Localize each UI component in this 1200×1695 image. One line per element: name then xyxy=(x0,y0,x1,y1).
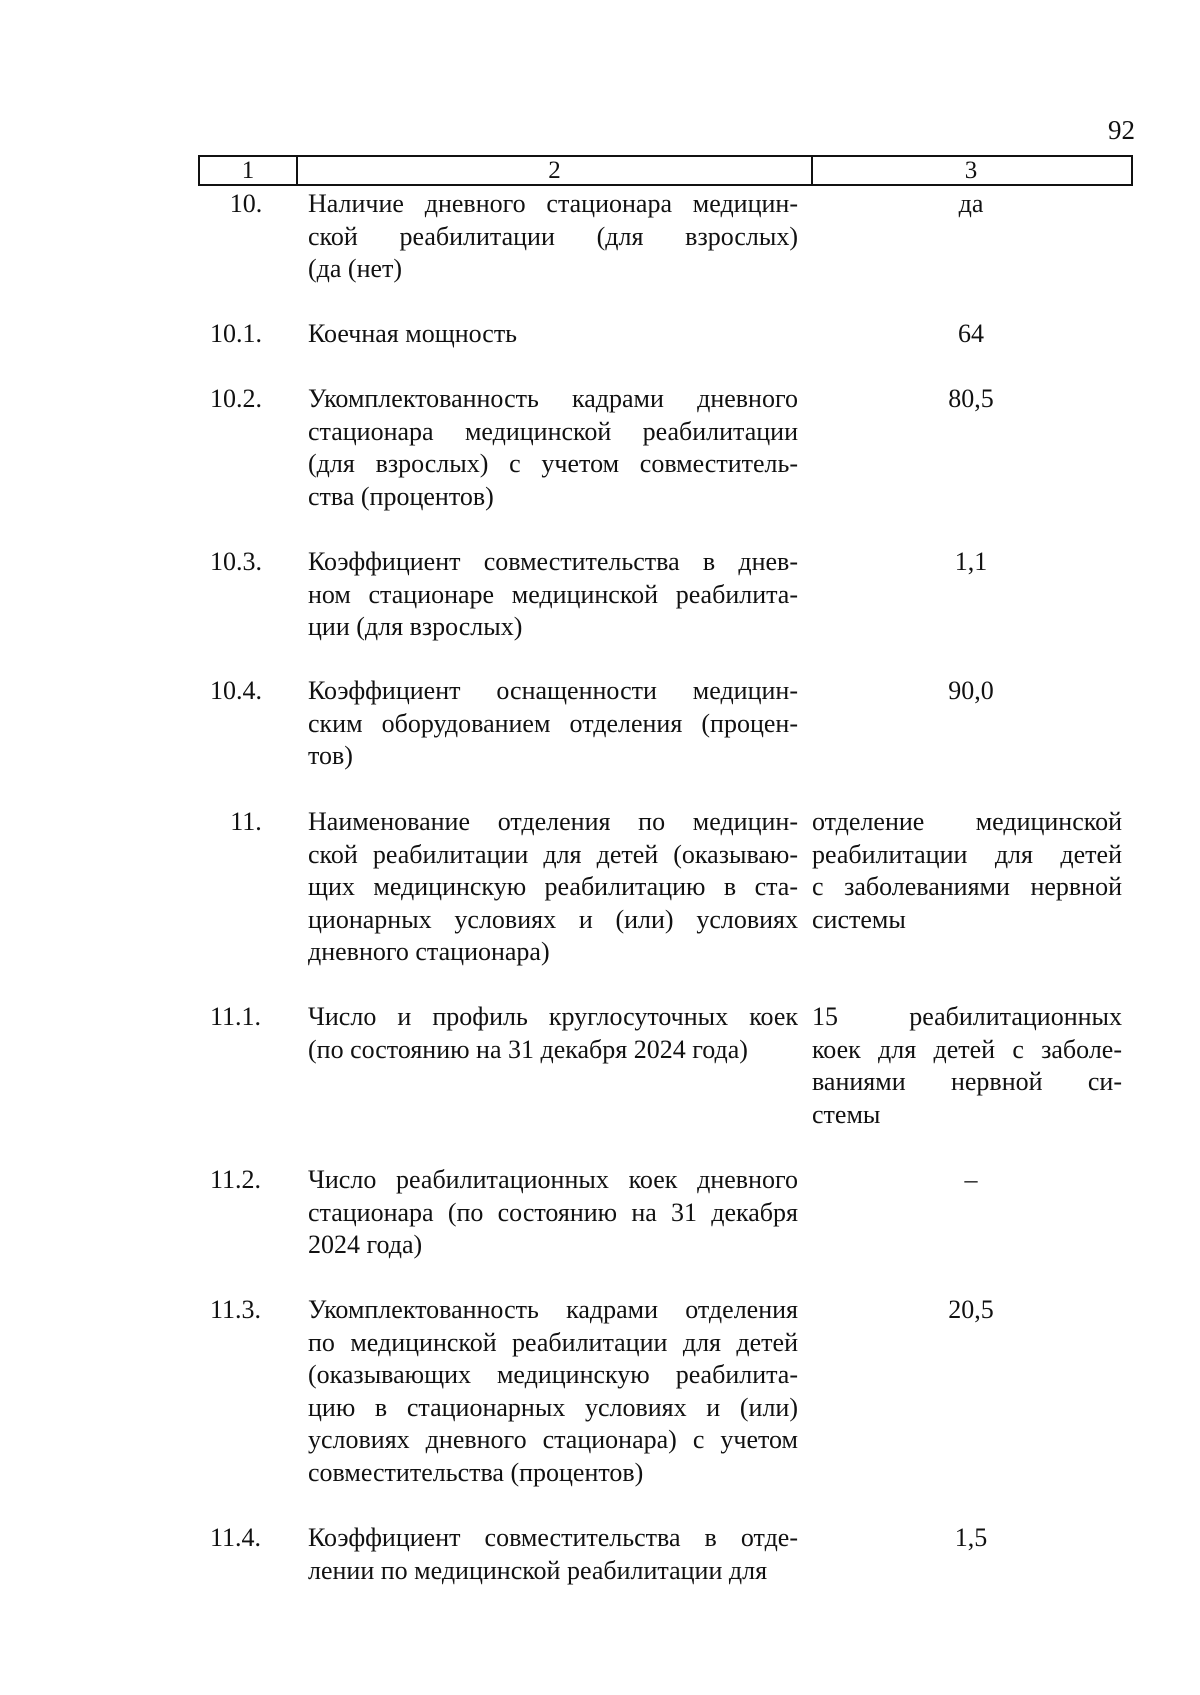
description-line: Коечная мощность xyxy=(308,319,518,348)
row-description xyxy=(308,806,798,969)
description-line: ции (для взрослых) xyxy=(308,612,523,641)
row-description xyxy=(308,1001,798,1066)
value-line: 1,1 xyxy=(954,547,988,576)
description-line: Укомплектованность кадрами отделения xyxy=(308,1295,798,1324)
row-number: 10.2. xyxy=(210,384,262,413)
description-line: ской реабилитации для детей (оказываю- xyxy=(308,839,798,869)
description-line: по медицинской реабилитации для детей xyxy=(308,1327,798,1357)
description-line: Коэффициент совместительства в днев- xyxy=(308,547,798,576)
description-line: щих медицинскую реабилитацию в ста- xyxy=(308,872,798,901)
row-value xyxy=(812,383,1130,416)
value-line: отделение медицинской xyxy=(812,807,1122,836)
row-number: 11.2. xyxy=(210,1165,262,1194)
row-number: 11. xyxy=(230,807,262,836)
row-value xyxy=(812,188,1130,221)
value-line: 64 xyxy=(958,319,984,348)
row-description xyxy=(308,383,798,513)
row-number: 10.3. xyxy=(210,547,262,576)
row-number: 10.4. xyxy=(210,676,262,705)
description-line: Укомплектованность кадрами дневного xyxy=(308,384,798,413)
value-line: ваниями нервной си- xyxy=(812,1067,1122,1096)
row-value xyxy=(812,1522,1130,1555)
row-value xyxy=(812,1001,1122,1131)
description-line: (да (нет) xyxy=(308,254,403,283)
row-description xyxy=(308,188,798,286)
row-value xyxy=(812,318,1130,351)
description-line: ским оборудованием отделения (процен- xyxy=(308,708,798,738)
value-line: 15 реабилитационных xyxy=(812,1002,1122,1031)
description-line: ном стационаре медицинской реабилита- xyxy=(308,579,798,609)
description-line: стационара медицинской реабилитации xyxy=(308,416,798,446)
description-line: ской реабилитации (для взрослых) xyxy=(308,221,798,251)
description-line: Наличие дневного стационара медицин- xyxy=(308,189,798,218)
row-value xyxy=(812,1164,1130,1197)
description-line: (по состоянию на 31 декабря 2024 года) xyxy=(308,1034,748,1064)
row-value xyxy=(812,675,1130,708)
description-line: дневного стационара) xyxy=(308,937,550,966)
row-number: 10. xyxy=(229,189,263,218)
row-number: 11.3. xyxy=(210,1295,262,1324)
row-description xyxy=(308,546,798,644)
description-line: совместительства (процентов) xyxy=(308,1457,644,1487)
value-line: коек для детей с заболе- xyxy=(812,1034,1122,1064)
header-col-3: 3 xyxy=(964,157,978,184)
description-line: условиях дневного стационара) с учетом xyxy=(308,1425,798,1454)
description-line: Наименование отделения по медицин- xyxy=(308,807,798,836)
description-line: лении по медицинской реабилитации для xyxy=(308,1555,768,1585)
row-description xyxy=(308,1294,798,1489)
value-line: 20,5 xyxy=(948,1295,994,1324)
description-line: тов) xyxy=(308,741,353,770)
row-number: 11.4. xyxy=(210,1523,262,1552)
value-line: 1,5 xyxy=(954,1523,988,1552)
description-line: Коэффициент оснащенности медицин- xyxy=(308,676,798,705)
row-value xyxy=(812,1294,1130,1327)
description-line: цию в стационарных условиях и (или) xyxy=(308,1392,798,1422)
description-line: ционарных условиях и (или) условиях xyxy=(308,904,798,934)
description-line: стационара (по состоянию на 31 декабря xyxy=(308,1197,798,1227)
value-line: да xyxy=(958,189,984,218)
description-line: Число и профиль круглосуточных коек xyxy=(308,1002,798,1031)
description-line: Число реабилитационных коек дневного xyxy=(308,1165,798,1194)
value-line: 90,0 xyxy=(948,676,994,705)
table-header xyxy=(198,155,1133,186)
value-line: системы xyxy=(812,904,906,934)
row-number: 10.1. xyxy=(210,319,262,348)
value-line: с заболеваниями нервной xyxy=(812,872,1122,901)
row-description xyxy=(308,675,798,773)
page-number: 92 xyxy=(1108,115,1135,145)
description-line: (оказывающих медицинскую реабилита- xyxy=(308,1360,798,1389)
description-line: 2024 года) xyxy=(308,1230,423,1259)
description-line: ства (процентов) xyxy=(308,481,494,511)
description-line: Коэффициент совместительства в отде- xyxy=(308,1523,798,1552)
value-line: – xyxy=(964,1165,978,1194)
row-number: 11.1. xyxy=(210,1002,262,1031)
value-line: реабилитации для детей xyxy=(812,839,1122,869)
header-col-1: 1 xyxy=(241,157,255,184)
row-value xyxy=(812,806,1122,936)
row-description xyxy=(308,1164,798,1262)
value-line: 80,5 xyxy=(948,384,994,413)
row-description xyxy=(308,318,798,351)
row-value xyxy=(812,546,1130,579)
row-description xyxy=(308,1522,798,1587)
description-line: (для взрослых) с учетом совместитель- xyxy=(308,449,798,478)
value-line: стемы xyxy=(812,1099,881,1129)
header-col-2: 2 xyxy=(296,157,813,184)
